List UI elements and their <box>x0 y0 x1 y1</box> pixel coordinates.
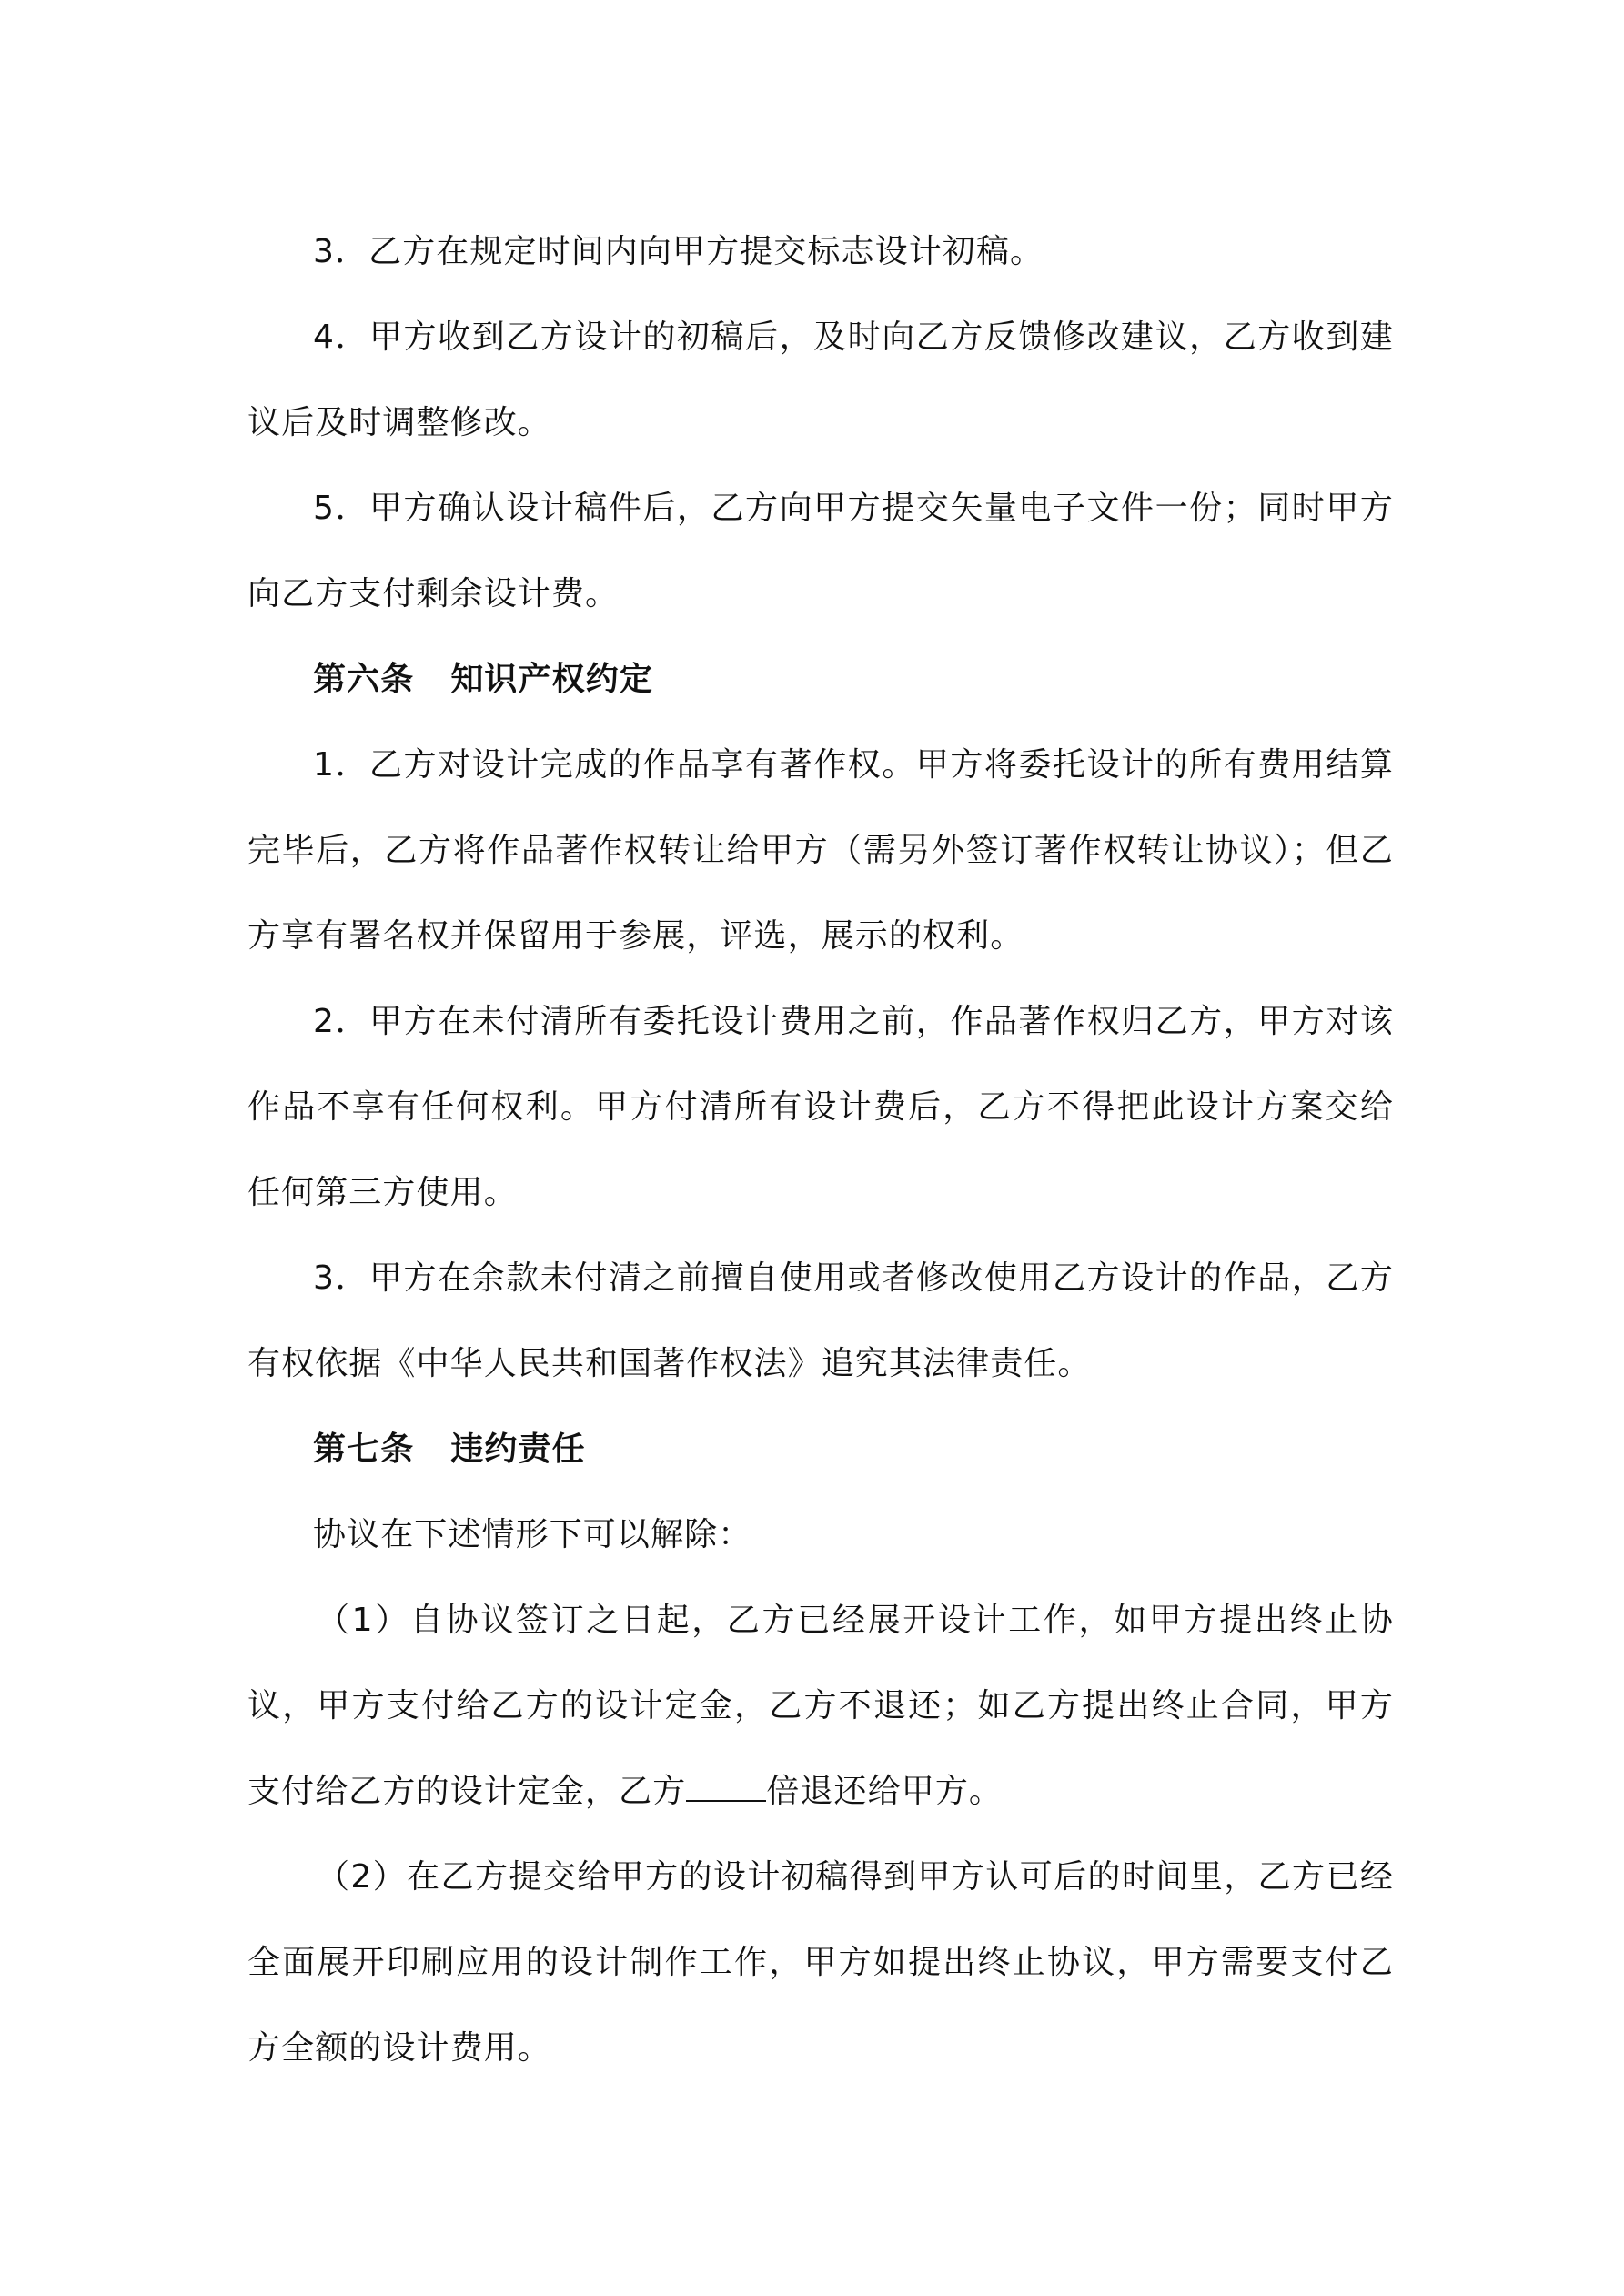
article-6-title: 知识产权约定 <box>450 661 653 698</box>
fill-in-blank <box>686 1773 766 1802</box>
clause-7-2: （2）在乙方提交给甲方的设计初稿得到甲方认可后的时间里，乙方已经全面展开印刷应用的设计制作工作，甲方如提出终止协议，甲方需要支付乙方全额的设计费用。 <box>247 1858 1394 2067</box>
article-7-heading <box>247 1407 1394 1492</box>
article-7-intro: 协议在下述情形下可以解除： <box>313 1516 752 1553</box>
clause-6-1: 1．乙方对设计完成的作品享有著作权。甲方将委托设计的所有费用结算完毕后，乙方将作品著作权转让给甲方（需另外签订著作权转让协议）；但乙方享有署名权并保留用于参展，评选，展示的权利。 <box>247 746 1394 955</box>
clause-7-1-tail: 倍退还给甲方。 <box>766 1773 1004 1810</box>
article-7-title: 违约责任 <box>450 1431 586 1468</box>
article-6-number: 第六条 <box>313 661 415 698</box>
clause-5-5: 5．甲方确认设计稿件后，乙方向甲方提交矢量电子文件一份；同时甲方向乙方支付剩余设计费。 <box>247 490 1394 612</box>
clause-7-1 <box>247 1578 1394 1835</box>
article-7-number: 第七条 <box>313 1431 415 1468</box>
clause-5-4: 4．甲方收到乙方设计的初稿后，及时向乙方反馈修改建议，乙方收到建议后及时调整修改。 <box>247 319 1394 441</box>
article-6-heading <box>247 637 1394 723</box>
clause-6-2: 2．甲方在未付清所有委托设计费用之前，作品著作权归乙方，甲方对该作品不享有任何权利。甲方付清所有设计费后，乙方不得把此设计方案交给任何第三方使用。 <box>247 1003 1394 1211</box>
clause-5-3: 3．乙方在规定时间内向甲方提交标志设计初稿。 <box>313 233 1044 270</box>
clause-6-3: 3．甲方在余款未付清之前擅自使用或者修改使用乙方设计的作品，乙方有权依据《中华人民共和国著作权法》追究其法律责任。 <box>247 1259 1394 1382</box>
document-page <box>247 209 1394 2091</box>
clause-7-1-text: （1）自协议签订之日起，乙方已经展开设计工作，如甲方提出终止协议，甲方支付给乙方的设计定金，乙方不退还；如乙方提出终止合同，甲方支付给乙方的设计定金，乙方 <box>247 1602 1394 1810</box>
